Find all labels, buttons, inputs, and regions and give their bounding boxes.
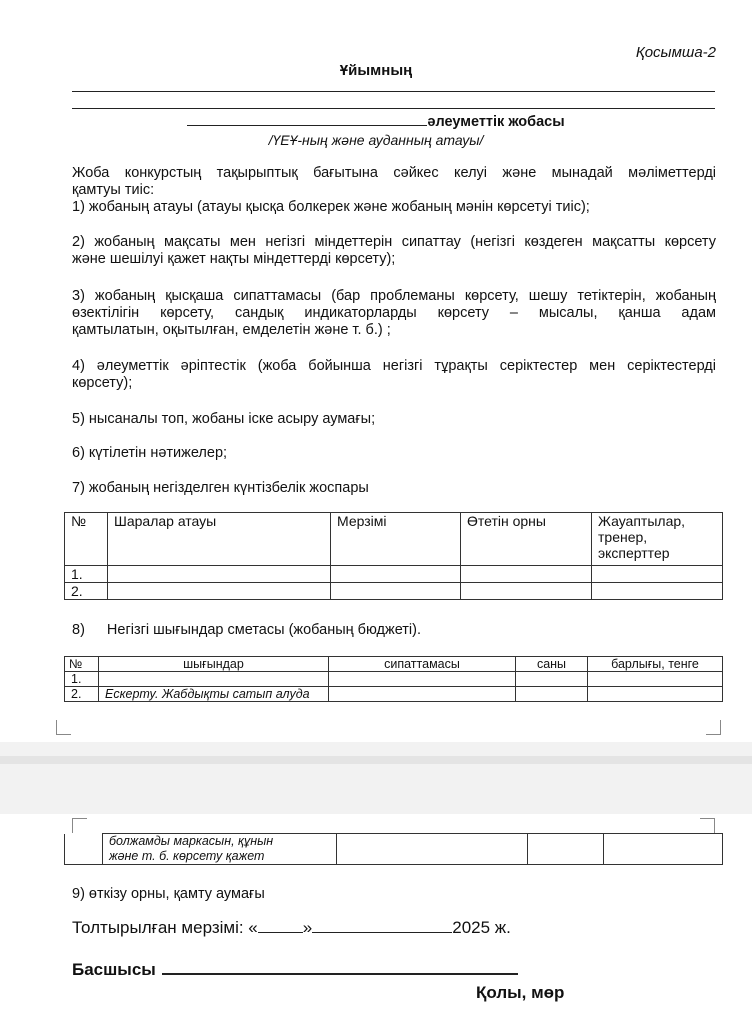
table-row — [65, 566, 723, 583]
table-cell — [99, 672, 329, 687]
item-7: 7) жобаның негізделген күнтізбелік жоспары — [72, 480, 369, 496]
table-cell — [592, 583, 723, 600]
col-responsible-header — [592, 513, 723, 566]
filled-date-label: Толтырылған мерзімі: « — [72, 918, 258, 937]
table-cell — [331, 583, 461, 600]
item-1: 1) жобаның атауы (атауы қысқа болкерек және жобаның мәнін көрсетуі тиіс); — [72, 199, 590, 215]
table-cell — [592, 566, 723, 583]
item-9: 9) өткізу орны, қамту аумағы — [72, 886, 265, 902]
table-cell — [329, 687, 516, 702]
page-corner-mark — [706, 720, 721, 735]
item-2-line: және шешілуі қажет нақты міндеттерді көрсету); — [72, 251, 396, 267]
budget-note: Ескерту. Жабдықты сатып алуда — [99, 687, 329, 702]
item-3 — [72, 288, 716, 339]
intro-line: Жоба конкурстың тақырыптық бағытына сәйкес келуі және мынадай мәліметтерді — [72, 165, 716, 181]
intro-line: қамтуы тиіс: — [72, 182, 155, 198]
head-label: Басшысы — [72, 960, 156, 979]
col-number-header: № — [65, 513, 108, 566]
row-number: 2. — [65, 687, 99, 702]
item-8 — [72, 622, 716, 639]
org-name-line-2 — [72, 108, 715, 109]
month-blank — [312, 932, 452, 933]
table-cell — [337, 834, 528, 865]
head-name-blank — [162, 973, 518, 975]
page-corner-mark — [56, 720, 71, 735]
item-8-number: 8) — [72, 622, 85, 638]
item-3-line: қамтылатын, оқытылған, емделетін және т. б.) ; — [72, 322, 391, 338]
item-3-line: 3) жобаның қысқаша сипаттамасы (бар проблеманы көрсету, шешу тетіктерін, жобаның — [72, 288, 716, 304]
org-title: Ұйымның — [339, 62, 413, 79]
project-subtitle: /ҮЕҰ-ның және ауданның атауы/ — [268, 132, 484, 148]
col-expenses-header: шығындар — [99, 657, 329, 672]
project-title — [0, 113, 752, 130]
project-suffix: әлеуметтік жобасы — [427, 114, 565, 130]
table-cell — [588, 687, 723, 702]
row-number: 1. — [65, 566, 108, 583]
signature-seal-label: Қолы, мөр — [476, 983, 565, 1002]
item-4-line: 4) әлеуметтік әріптестік (жоба бойынша негізгі тұрақты серіктестер мен серіктестерді — [72, 358, 716, 374]
table-cell — [329, 672, 516, 687]
item-5: 5) нысаналы топ, жобаны іске асыру аумағы; — [72, 411, 376, 427]
table-row — [65, 583, 723, 600]
project-name-blank — [187, 113, 427, 126]
col-activity-header: Шаралар атауы — [108, 513, 331, 566]
row-number: 2. — [65, 583, 108, 600]
page-break — [0, 742, 752, 814]
item-2 — [72, 234, 716, 268]
page-break-line — [0, 756, 752, 764]
table-cell — [65, 834, 103, 865]
head-signature-line — [72, 960, 518, 980]
header-line: эксперттер — [598, 545, 670, 561]
table-cell — [588, 672, 723, 687]
note-line: болжамды маркасын, құнын — [109, 834, 274, 848]
table-cell — [516, 687, 588, 702]
page-corner-mark — [700, 818, 715, 833]
table-header-row — [65, 513, 723, 566]
budget-table — [64, 656, 723, 702]
table-cell — [108, 566, 331, 583]
table-cell — [461, 566, 592, 583]
filled-date-line — [72, 918, 511, 938]
table-row — [65, 687, 723, 702]
table-cell — [528, 834, 604, 865]
col-total-header: барлығы, тенге — [588, 657, 723, 672]
col-description-header: сипаттамасы — [329, 657, 516, 672]
table-row — [65, 672, 723, 687]
intro-paragraph — [72, 165, 716, 216]
table-cell — [108, 583, 331, 600]
header-line: Жауаптылар, — [598, 513, 686, 529]
col-term-header: Мерзімі — [331, 513, 461, 566]
day-blank — [258, 932, 303, 933]
col-number-header: № — [65, 657, 99, 672]
table-cell — [331, 566, 461, 583]
table-header-row — [65, 657, 723, 672]
item-2-line: 2) жобаның мақсаты мен негізгі міндеттерін сипаттау (негізгі көздеген мақсатты көрсету — [72, 234, 716, 250]
page-corner-mark — [72, 818, 87, 833]
item-4-line: көрсету); — [72, 375, 133, 391]
plan-table — [64, 512, 723, 600]
row-number: 1. — [65, 672, 99, 687]
year-label: 2025 ж. — [452, 918, 511, 937]
col-venue-header: Өтетін орны — [461, 513, 592, 566]
quote-close: » — [302, 918, 313, 937]
org-name-line-1 — [72, 91, 715, 92]
budget-table-continued — [64, 833, 723, 865]
table-cell — [461, 583, 592, 600]
note-line: және т. б. көрсету қажет — [109, 849, 265, 863]
budget-note-continued — [103, 834, 337, 865]
table-cell — [516, 672, 588, 687]
appendix-label: Қосымша-2 — [635, 44, 716, 61]
item-4 — [72, 358, 716, 392]
item-6: 6) күтілетін нәтижелер; — [72, 445, 228, 461]
col-quantity-header: саны — [516, 657, 588, 672]
table-cell — [604, 834, 723, 865]
table-row — [65, 834, 723, 865]
item-8-text: Негізгі шығындар сметасы (жобаның бюджеті). — [106, 622, 421, 638]
item-3-line: өзектілігін көрсету, сандық индикаторларды көрсету – мысалы, қанша адам — [72, 305, 716, 321]
header-line: тренер, — [598, 529, 648, 545]
